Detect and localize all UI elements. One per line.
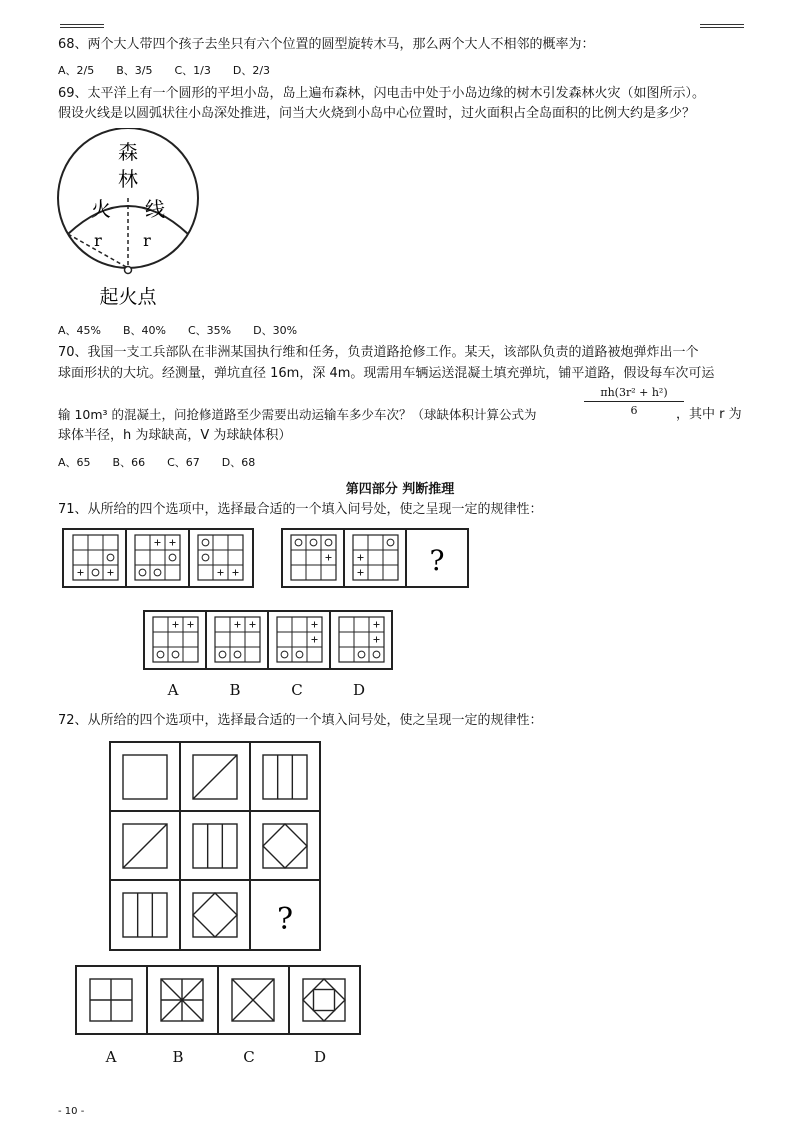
inner-diamond xyxy=(263,824,307,868)
option-c: C、67 xyxy=(167,456,200,469)
forest-fire-figure xyxy=(55,128,205,313)
q70-line4: 球体半径，h 为球缺高，V 为球缺体积） xyxy=(58,428,292,443)
q72-cell-r1c1 xyxy=(123,755,167,799)
q72-cell-r2c2 xyxy=(193,824,237,868)
q72-cell-r3c2 xyxy=(193,893,237,937)
q71-option-c-grid xyxy=(277,617,322,662)
circle-mark xyxy=(202,539,209,546)
q72-cell-r3c1 xyxy=(123,893,167,937)
option-a: A、45% xyxy=(58,324,101,337)
square-outline xyxy=(193,824,237,868)
label-r-right: r xyxy=(143,231,151,250)
q72-option-a-shape xyxy=(90,979,132,1021)
option-d: D、68 xyxy=(221,456,256,469)
diagonal-line xyxy=(123,824,167,868)
q71-stem xyxy=(62,528,472,590)
q72-text: 72、从所给的四个选项中，选择最合适的一个填入问号处，使之呈现一定的规律性： xyxy=(58,713,543,728)
circle-mark xyxy=(295,539,302,546)
formula-numerator: πh(3r² + h²) xyxy=(584,386,684,402)
label-forest-2: 林 xyxy=(118,167,138,191)
label-r-left: r xyxy=(94,231,102,250)
q71-option-a-grid xyxy=(153,617,198,662)
option-c: C、35% xyxy=(187,324,232,337)
q70-line1: 70、我国一支工兵部队在非洲某国执行维和任务，负责道路抢修工作。某天，该部队负责的道路被炮弹炸出一个 xyxy=(58,345,699,360)
circle-mark xyxy=(281,651,288,658)
q72-label-d: D xyxy=(313,1048,327,1066)
option-a: A、65 xyxy=(58,456,91,469)
q72-question-mark: ? xyxy=(276,902,294,937)
q71-stem-cell-2 xyxy=(135,535,180,580)
circle-mark xyxy=(169,554,176,561)
circle-mark xyxy=(219,651,226,658)
q72-cell-r1c2 xyxy=(193,755,237,799)
option-b: B、3/5 xyxy=(116,64,153,77)
option-d: D、30% xyxy=(253,324,298,337)
q72-label-c: C xyxy=(243,1048,255,1066)
q72-matrix xyxy=(109,741,323,953)
q70-options xyxy=(58,454,277,470)
q71-label-d: D xyxy=(352,681,366,699)
q71-label-c: C xyxy=(291,681,303,699)
circle-mark xyxy=(358,651,365,658)
q72-options xyxy=(75,965,363,1037)
q69-line1: 69、太平洋上有一个圆形的平坦小岛，岛上遍布森林，闪电击中处于小岛边缘的树木引发森林火灾（如图所示）。 xyxy=(58,86,706,101)
q71-stem-cell-1 xyxy=(73,535,118,580)
q71-option-b-grid xyxy=(215,617,260,662)
q71-option-d-grid xyxy=(339,617,384,662)
circle-mark xyxy=(157,651,164,658)
header-rule-left xyxy=(60,24,104,25)
q71-text: 71、从所给的四个选项中，选择最合适的一个填入问号处，使之呈现一定的规律性： xyxy=(58,502,543,517)
option-b: B、40% xyxy=(122,324,166,337)
q71-question-mark: ? xyxy=(429,544,445,577)
q69-line2: 假设火线是以圆弧状往小岛深处推进，问当大火烧到小岛中心位置时，过火面积占全岛面积的比例大约是多少？ xyxy=(58,106,696,121)
circle-mark xyxy=(296,651,303,658)
inner-diamond xyxy=(193,893,237,937)
circle-mark xyxy=(154,569,161,576)
grid-border xyxy=(73,535,118,580)
option-d: D、2/3 xyxy=(232,64,271,77)
circle-mark xyxy=(172,651,179,658)
q72-option-d-shape xyxy=(303,979,345,1021)
option-c: C、1/3 xyxy=(174,64,211,77)
q70-line2: 球面形状的大坑。经测量，弹坑直径 16m，深 4m。现需用车辆运送混凝土填充弹坑，铺平道路，假设每车次可运 xyxy=(58,366,715,381)
q71-label-a: A xyxy=(167,681,179,699)
q71-label-b: B xyxy=(229,681,241,699)
q71-options xyxy=(143,610,395,672)
q72-cell-r1c3 xyxy=(263,755,307,799)
circle-mark xyxy=(373,651,380,658)
q72-cell-r2c1 xyxy=(123,824,167,868)
volume-formula xyxy=(584,386,684,417)
label-forest-1: 森 xyxy=(118,140,138,164)
q68-text: 68、两个大人带四个孩子去坐只有六个位置的圆型旋转木马，那么两个大人不相邻的概率为： xyxy=(58,37,595,52)
q72-cell-r2c3 xyxy=(263,824,307,868)
q68-options xyxy=(58,62,292,78)
square-outline xyxy=(263,755,307,799)
q70-line3a: 输 10m³ 的混凝土，问抢修道路至少需要出动运输车多少车次？（球缺体积计算公式为 xyxy=(58,407,537,422)
square-outline xyxy=(263,824,307,868)
q72-label-a: A xyxy=(105,1048,117,1066)
q71-stem-cell-4 xyxy=(291,535,336,580)
q71-stem-group-1-frame xyxy=(63,529,253,587)
inner-diamond xyxy=(303,979,345,1021)
label-fire-2: 线 xyxy=(145,197,165,221)
q72-option-c-shape xyxy=(232,979,274,1021)
q72-option-b-shape xyxy=(161,979,203,1021)
q70-line3b: ，其中 r 为 xyxy=(676,407,742,422)
q71-stem-cell-5 xyxy=(353,535,398,580)
header-rule-right xyxy=(700,24,744,25)
formula-denominator: 6 xyxy=(630,404,638,417)
page-number: - 10 - xyxy=(58,1106,85,1117)
circle-mark xyxy=(139,569,146,576)
square-outline xyxy=(303,979,345,1021)
diagonal-line xyxy=(193,755,237,799)
origin-point xyxy=(125,267,132,274)
option-a: A、2/5 xyxy=(58,64,95,77)
circle-mark xyxy=(92,569,99,576)
square-outline xyxy=(193,893,237,937)
square-outline xyxy=(123,755,167,799)
q72-label-b: B xyxy=(172,1048,184,1066)
section-title: 第四部分 判断推理 xyxy=(345,482,455,497)
circle-mark xyxy=(387,539,394,546)
label-fire-1: 火 xyxy=(91,197,111,221)
option-b: B、66 xyxy=(112,456,146,469)
circle-mark xyxy=(234,651,241,658)
circle-mark xyxy=(202,554,209,561)
inner-square xyxy=(314,990,335,1011)
label-origin: 起火点 xyxy=(99,286,157,308)
square-outline xyxy=(123,893,167,937)
circle-mark xyxy=(310,539,317,546)
circle-mark xyxy=(107,554,114,561)
q69-options xyxy=(58,322,319,338)
q71-stem-cell-3 xyxy=(198,535,243,580)
circle-mark xyxy=(325,539,332,546)
